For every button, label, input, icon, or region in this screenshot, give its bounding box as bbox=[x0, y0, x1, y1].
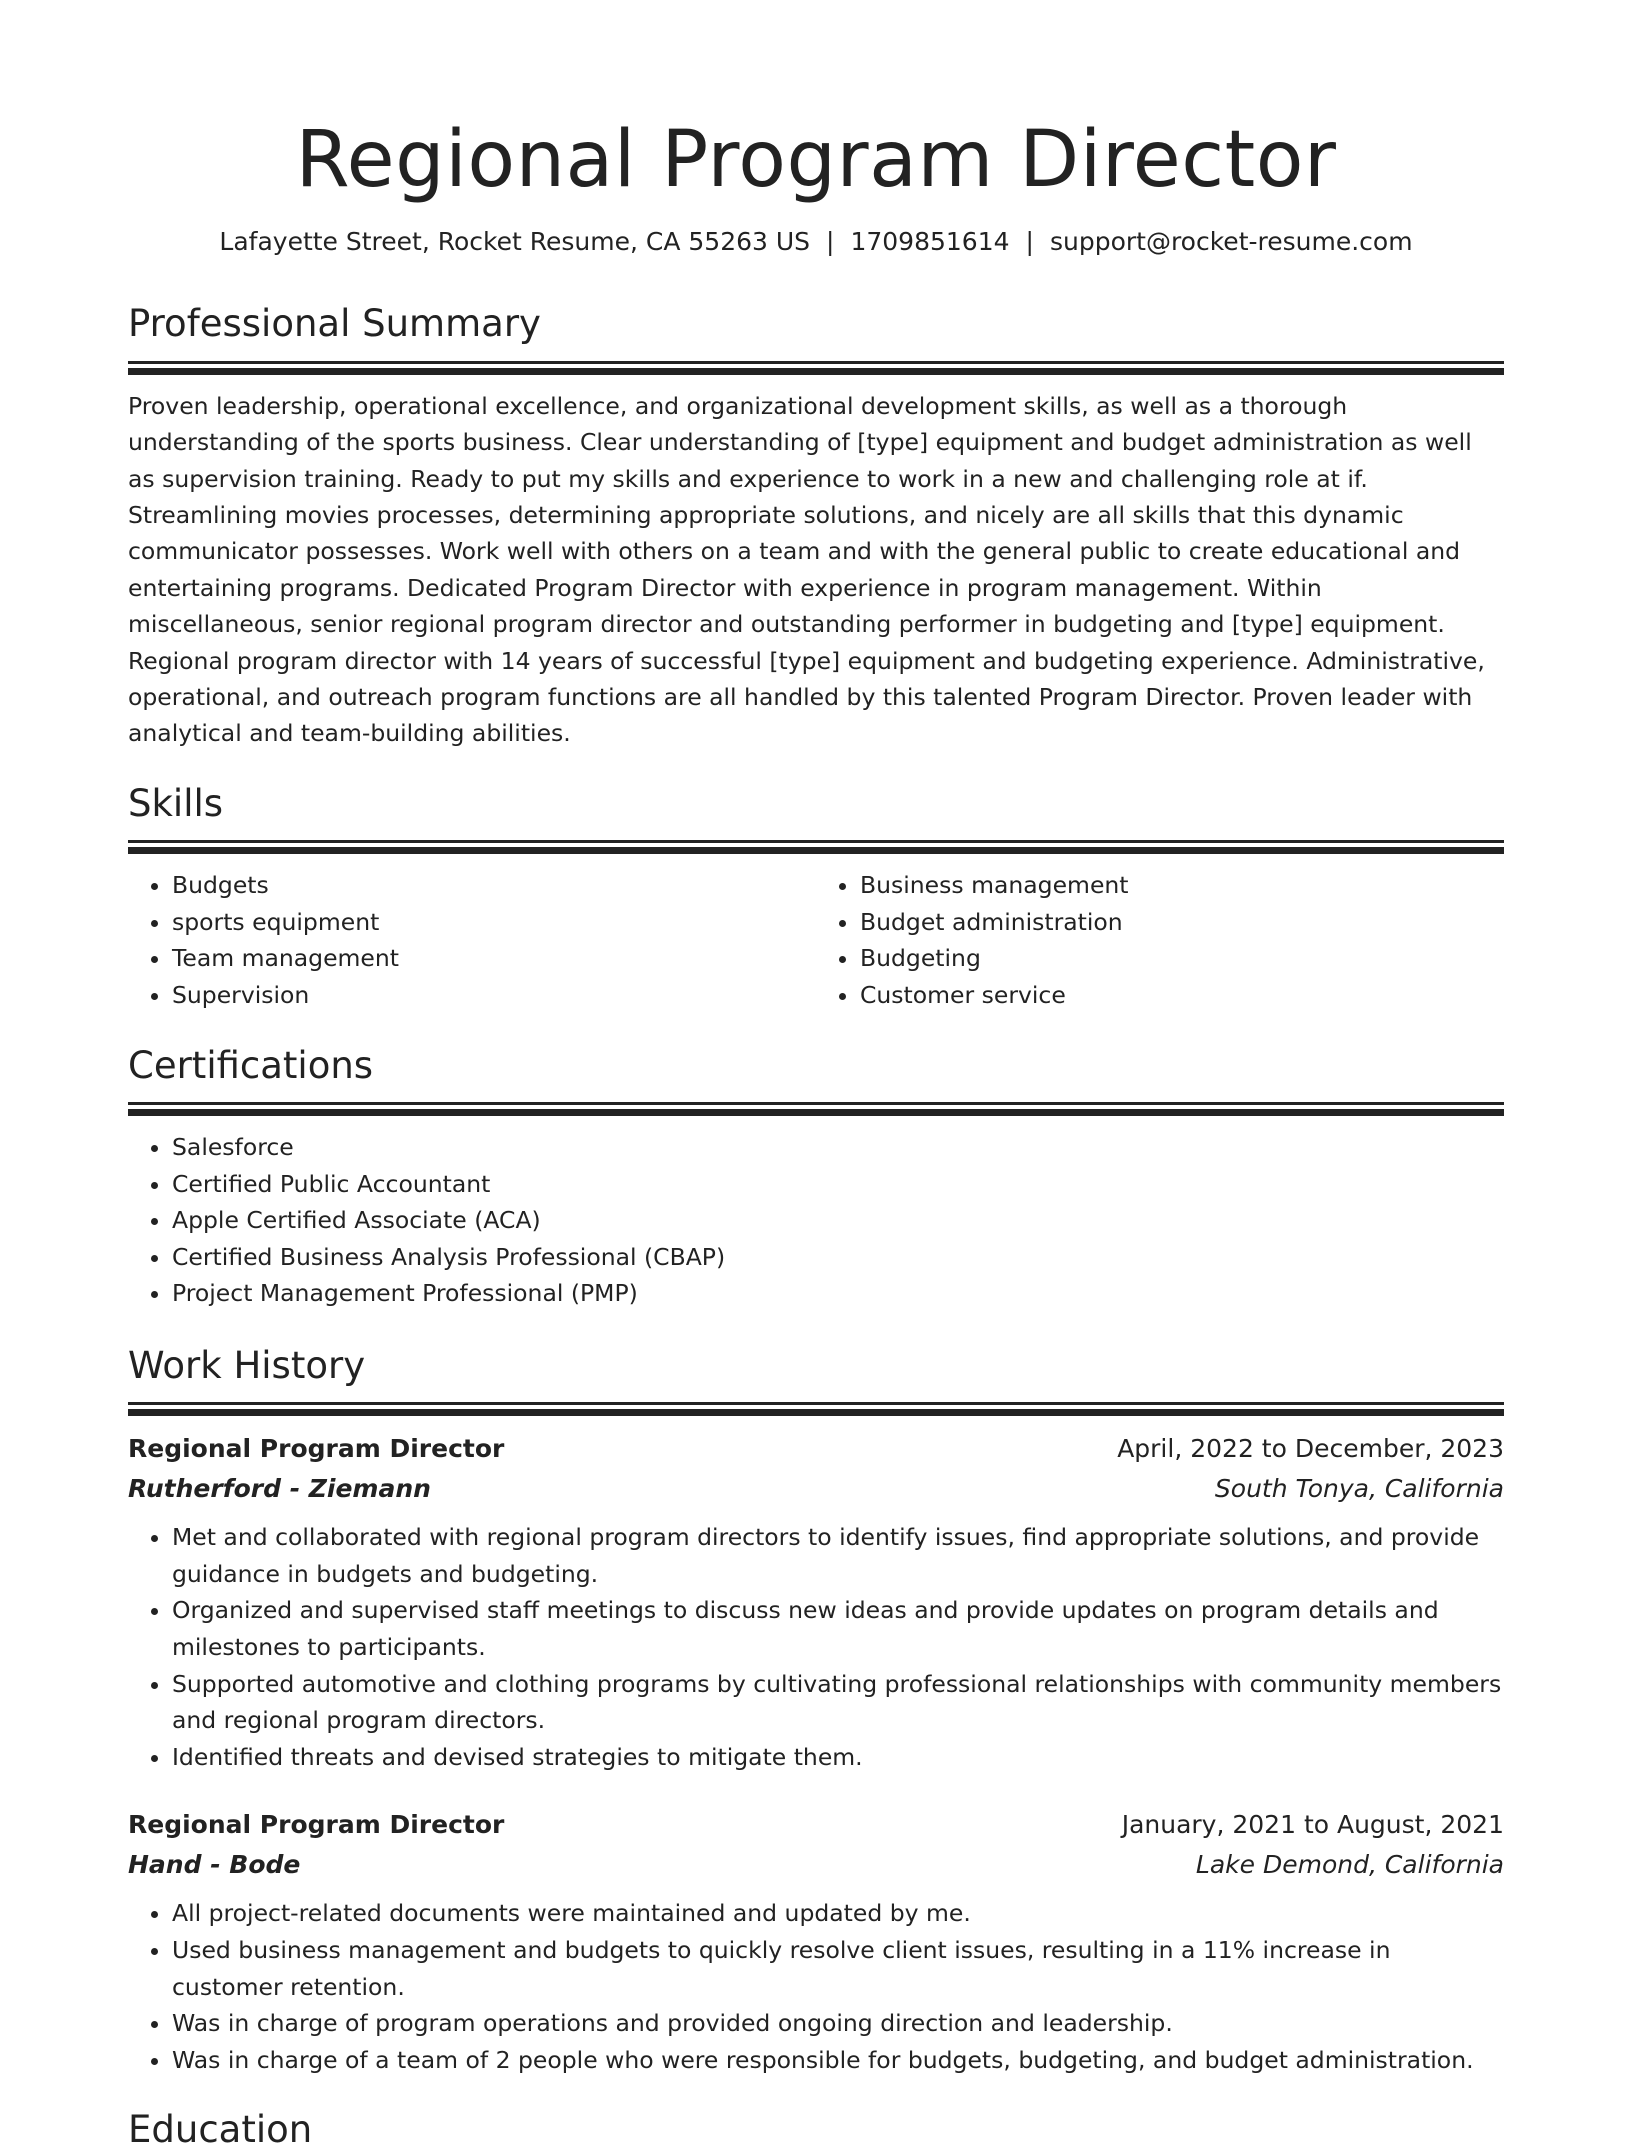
summary-heading: Professional Summary bbox=[128, 302, 541, 346]
section-divider bbox=[128, 840, 1504, 843]
job-company: Rutherford - Ziemann bbox=[128, 1474, 431, 1504]
summary-text: Proven leadership, operational excellence, and organizational development skills, as well as a thorough understanding of the sports business. Clear understanding of [type] equipment and budget administration as well as supervision training. Ready to put my skills and experience to work in a new and challenging role at if. Streamlining movies processes, determining appropriate solutions, and nicely are all skills that this dynamic communicator possesses. Work well with others on a team and with the general public to create educational and entertaining programs. Dedicated Program Director with experience in program management. Within miscellaneous, senior regional program director and outstanding performer in budgeting and [type] equipment. Regional program director with 14 years of successful [type] equipment and budgeting experience. Administrative, operational, and outreach program functions are all handled by this talented Program Director. Proven leader with analytical and team-building abilities. bbox=[128, 391, 1485, 748]
section-divider bbox=[128, 361, 1504, 364]
job-duty: • Organized and supervised staff meetings to discuss new ideas and provide updates on program details and milestones to participants. bbox=[172, 1592, 1504, 1665]
section-divider bbox=[128, 1102, 1504, 1105]
skill-item: • Team management bbox=[172, 940, 816, 977]
section-divider bbox=[128, 1402, 1504, 1405]
skill-item: • sports equipment bbox=[172, 904, 816, 941]
work-history-heading: Work History bbox=[128, 1343, 366, 1387]
certification-item: • Certified Public Accountant bbox=[172, 1166, 1504, 1203]
education-section bbox=[128, 2108, 1504, 2152]
work-history-section bbox=[128, 1344, 1504, 2079]
skills-section bbox=[128, 782, 1504, 1014]
job-entry bbox=[128, 1429, 1504, 1775]
skill-item: • Business management bbox=[860, 867, 1504, 904]
job-header-row bbox=[128, 1805, 1504, 1845]
education-heading: Education bbox=[128, 2108, 313, 2152]
job-duty: • All project-related documents were maintained and updated by me. bbox=[172, 1895, 1504, 1932]
skill-item: • Budget administration bbox=[860, 904, 1504, 941]
job-duties-list bbox=[128, 1519, 1504, 1775]
certification-item: • Project Management Professional (PMP) bbox=[172, 1275, 1504, 1312]
skills-grid bbox=[128, 867, 1504, 1013]
certifications-section bbox=[128, 1044, 1504, 1312]
resume-page bbox=[128, 0, 1504, 2153]
certifications-heading: Certifications bbox=[128, 1043, 374, 1087]
summary-section bbox=[128, 302, 1504, 751]
skills-heading: Skills bbox=[128, 781, 224, 825]
job-duty: • Met and collaborated with regional program directors to identify issues, find appropriate solutions, and provide guidance in budgets and budgeting. bbox=[172, 1519, 1504, 1592]
job-duty: • Used business management and budgets to quickly resolve client issues, resulting in a 11% increase in customer retention. bbox=[172, 1932, 1504, 2005]
job-subheader-row bbox=[128, 1845, 1504, 1885]
certifications-list bbox=[128, 1129, 1504, 1312]
certification-item: • Salesforce bbox=[172, 1129, 1504, 1166]
skill-item: • Supervision bbox=[172, 977, 816, 1014]
job-dates: April, 2022 to December, 2023 bbox=[1117, 1434, 1504, 1464]
contact-line bbox=[128, 226, 1504, 259]
job-entry bbox=[128, 1805, 1504, 2078]
job-duties-list bbox=[128, 1895, 1504, 2078]
job-duty: • Identified threats and devised strategies to mitigate them. bbox=[172, 1739, 1504, 1776]
contact-email: support@rocket-resume.com bbox=[1049, 226, 1413, 256]
job-title: Regional Program Director bbox=[128, 1434, 505, 1464]
job-dates: January, 2021 to August, 2021 bbox=[1121, 1810, 1504, 1840]
job-duty: • Was in charge of a team of 2 people who were responsible for budgets, budgeting, and budget administration. bbox=[172, 2042, 1504, 2079]
skill-item: • Budgets bbox=[172, 867, 816, 904]
job-header-row bbox=[128, 1429, 1504, 1469]
job-location: South Tonya, California bbox=[1214, 1474, 1504, 1504]
job-title: Regional Program Director bbox=[128, 1810, 505, 1840]
skills-list-right bbox=[816, 867, 1504, 1013]
contact-address: Lafayette Street, Rocket Resume, CA 55263 US bbox=[219, 226, 811, 256]
contact-separator: | bbox=[1025, 226, 1034, 256]
skill-item: • Customer service bbox=[860, 977, 1504, 1014]
resume-name: Regional Program Director bbox=[295, 115, 1337, 205]
skills-list-left bbox=[128, 867, 816, 1013]
job-duty: • Supported automotive and clothing programs by cultivating professional relationships with community members and regional program directors. bbox=[172, 1666, 1504, 1739]
certification-item: • Apple Certified Associate (ACA) bbox=[172, 1202, 1504, 1239]
job-duty: • Was in charge of program operations and provided ongoing direction and leadership. bbox=[172, 2005, 1504, 2042]
job-location: Lake Demond, California bbox=[1195, 1850, 1504, 1880]
job-company: Hand - Bode bbox=[128, 1850, 301, 1880]
skill-item: • Budgeting bbox=[860, 940, 1504, 977]
contact-separator: | bbox=[826, 226, 835, 256]
certification-item: • Certified Business Analysis Professional (CBAP) bbox=[172, 1239, 1504, 1276]
job-subheader-row bbox=[128, 1469, 1504, 1509]
contact-phone: 1709851614 bbox=[850, 226, 1010, 256]
